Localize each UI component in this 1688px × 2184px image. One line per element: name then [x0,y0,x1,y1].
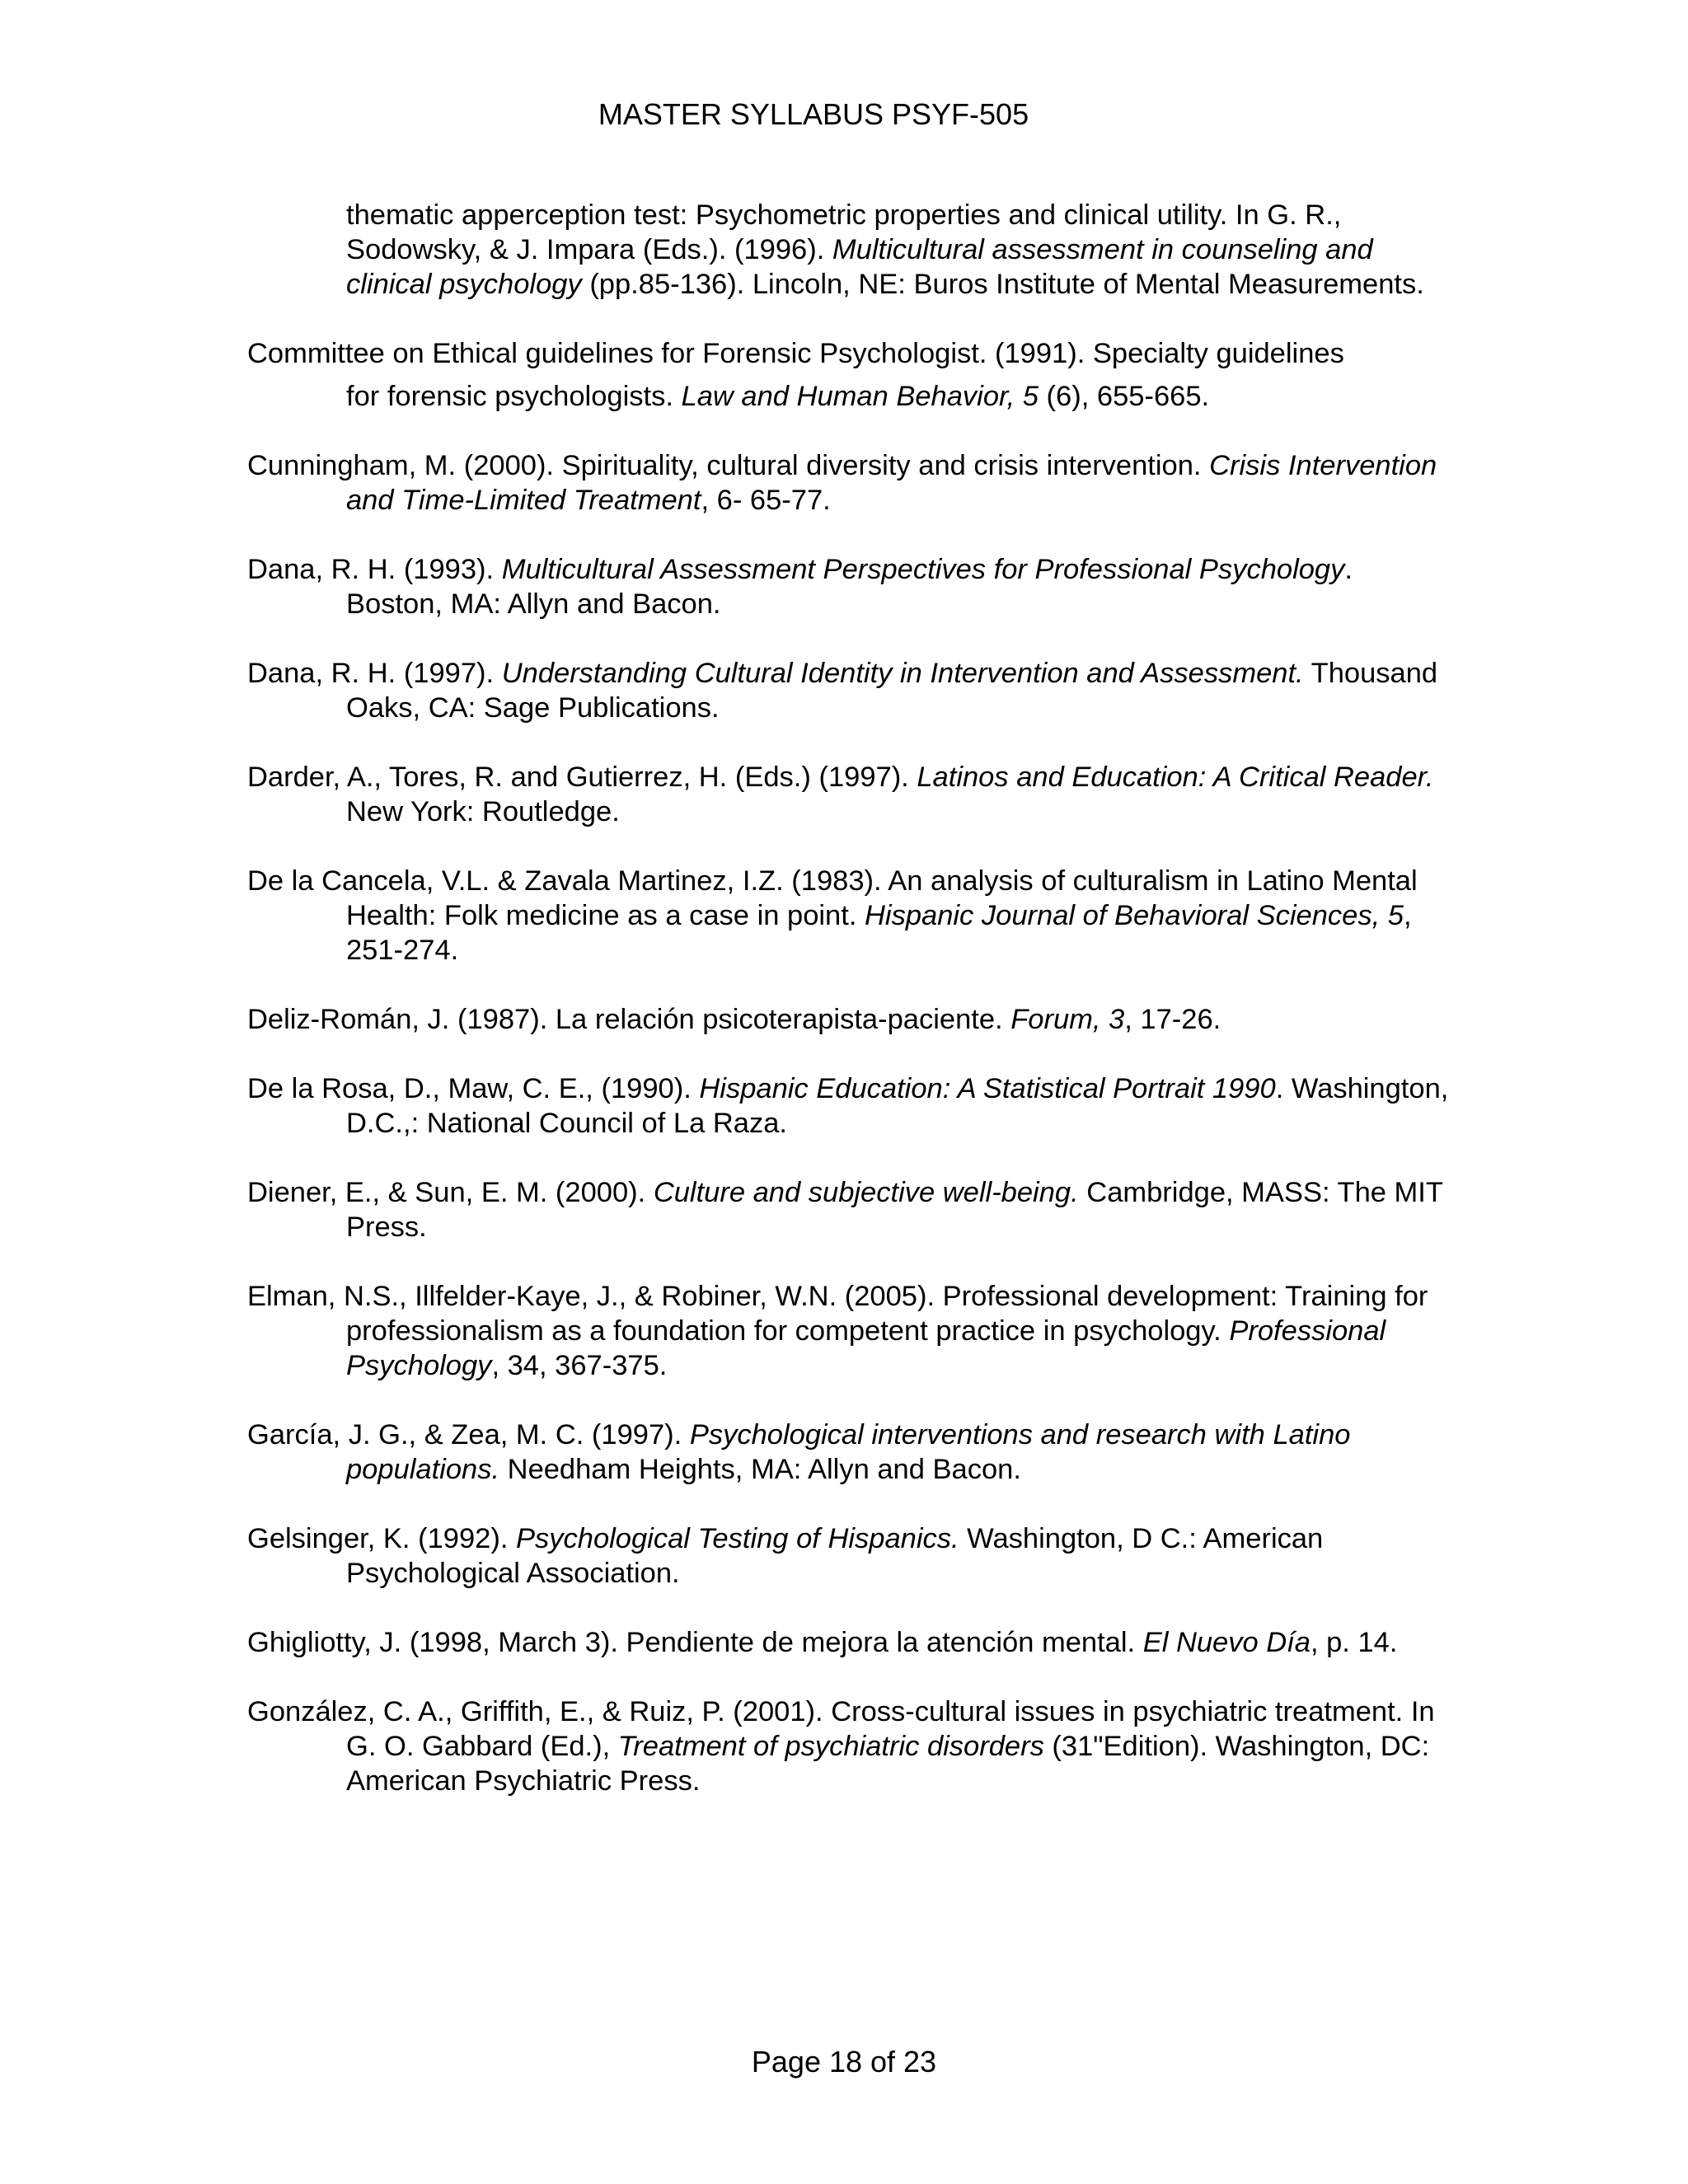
reference-entry-dana-1993: Dana, R. H. (1993). Multicultural Assessment Perspectives for Professional Psychology. Boston, MA: Allyn and Bacon. [247,554,1353,620]
reference-entry-ghigliotty: Ghigliotty, J. (1998, March 3). Pendiente de mejora la atención mental. El Nuevo Día, p. 14. [247,1627,1398,1658]
reference-entry-committee: Committee on Ethical guidelines for Forensic Psychologist. (1991). Specialty guidelines for forensic psychologists. Law and Human Behavior, 5 (6), 655-665. [247,338,1344,412]
page-footer [0,2044,1688,2080]
reference-entry-darder: Darder, A., Tores, R. and Gutierrez, H. (Eds.) (1997). Latinos and Education: A Critical Reader. New York: Routledge. [247,762,1434,827]
reference-entry-tat-continuation: thematic apperception test: Psychometric properties and clinical utility. In G. R., Sodowsky, & J. Impara (Eds.). (1996). Multicultural assessment in counseling and clinical psychology (pp.85-136). Lincoln, NE: Buros Institute of Mental Measurements. [346,199,1424,300]
reference-entry-elman: Elman, N.S., Illfelder-Kaye, J., & Robiner, W.N. (2005). Professional development: Training for professionalism as a foundation for competent practice in psychology. Professional Psychology, 34, 367-375. [247,1281,1428,1381]
reference-entry-gonzalez: González, C. A., Griffith, E., & Ruiz, P. (2001). Cross-cultural issues in psychiatric treatment. In G. O. Gabbard (Ed.), Treatment of psychiatric disorders (31"Edition). Washington, DC: American Psychiatric Press. [247,1696,1435,1797]
reference-entry-gelsinger: Gelsinger, K. (1992). Psychological Testing of Hispanics. Washington, D C.: American Psychological Association. [247,1523,1324,1589]
reference-entry-diener: Diener, E., & Sun, E. M. (2000). Culture and subjective well-being. Cambridge, MASS: The MIT Press. [247,1177,1443,1243]
reference-entry-de-la-rosa: De la Rosa, D., Maw, C. E., (1990). Hispanic Education: A Statistical Portrait 1990. Washington, D.C.,: National Council of La Raza. [247,1073,1449,1139]
reference-entry-cunningham: Cunningham, M. (2000). Spirituality, cultural diversity and crisis intervention. Crisis Intervention and Time-Limited Treatment, 6- 65-77. [247,450,1437,516]
reference-entry-dana-1997: Dana, R. H. (1997). Understanding Cultural Identity in Intervention and Assessment. Thousand Oaks, CA: Sage Publications. [247,658,1438,724]
syllabus-title: MASTER SYLLABUS PSYF-505 [598,97,1029,131]
reference-entry-deliz-roman: Deliz-Román, J. (1987). La relación psicoterapista-paciente. Forum, 3, 17-26. [247,1004,1221,1035]
reference-list [247,198,1451,1833]
page-header [0,96,1627,133]
reference-entry-de-la-cancela: De la Cancela, V.L. & Zavala Martinez, I.Z. (1983). An analysis of culturalism in Latino Mental Health: Folk medicine as a case in point. Hispanic Journal of Behavioral Sciences, 5, 251-274. [247,865,1418,966]
reference-entry-garcia: García, J. G., & Zea, M. C. (1997). Psychological interventions and research with Latino populations. Needham Heights, MA: Allyn and Bacon. [247,1419,1351,1485]
page-number: Page 18 of 23 [751,2045,937,2079]
